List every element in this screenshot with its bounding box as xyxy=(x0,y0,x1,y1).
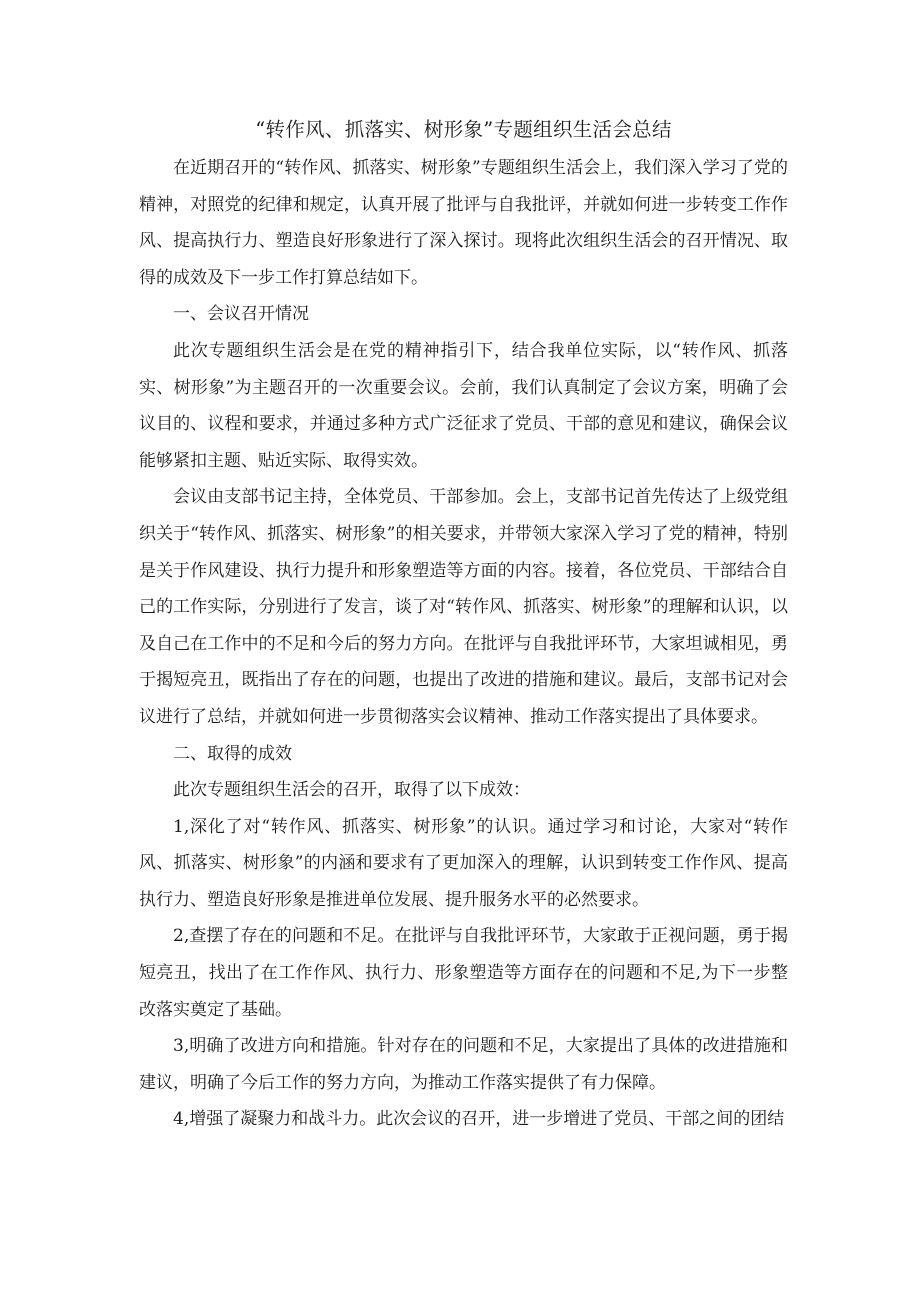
list-item-result-3: 3,明确了改进方向和措施。针对存在的问题和不足，大家提出了具体的改进措施和建议，明确了今后工作的努力方向，为推动工作落实提供了有力保障。 xyxy=(139,1036,788,1093)
list-item-result-4: 4,增强了凝聚力和战斗力。此次会议的召开，进一步增进了党员、干部之间的团结 xyxy=(173,1109,785,1130)
document-title: “转作风、抓落实、树形象”专题组织生活会总结 xyxy=(255,118,672,141)
paragraph-intro: 在近期召开的“转作风、抓落实、树形象”专题组织生活会上，我们深入学习了党的精神，对照党的纪律和规定，认真开展了批评与自我批评，并就如何进一步转变工作作风、提高执行力、塑造良好形象进行了深入探讨。现将此次组织生活会的召开情况、取得的成效及下一步工作打算总结如下。 xyxy=(139,158,788,288)
list-item-result-1: 1,深化了对“转作风、抓落实、树形象”的认识。通过学习和讨论，大家对“转作风、抓落实、树形象”的内涵和要求有了更加深入的理解，认识到转变工作作风、提高执行力、塑造良好形象是推进单位发展、提升服务水平的必然要求。 xyxy=(139,816,788,910)
section-heading-results: 二、取得的成效 xyxy=(173,743,292,764)
list-item-result-2: 2,查摆了存在的问题和不足。在批评与自我批评环节，大家敢于正视问题，勇于揭短亮丑，找出了在工作作风、执行力、形象塑造等方面存在的问题和不足,为下一步整改落实奠定了基础。 xyxy=(139,926,788,1020)
paragraph-meeting-prep: 此次专题组织生活会是在党的精神指引下，结合我单位实际，以“转作风、抓落实、树形象”为主题召开的一次重要会议。会前，我们认真制定了会议方案，明确了会议目的、议程和要求，并通过多种方式广泛征求了党员、干部的意见和建议，确保会议能够紧扣主题、贴近实际、取得实效。 xyxy=(139,340,788,471)
paragraph-results-intro: 此次专题组织生活会的召开，取得了以下成效： xyxy=(173,780,530,801)
paragraph-meeting-process: 会议由支部书记主持，全体党员、干部参加。会上，支部书记首先传达了上级党组织关于“转作风、抓落实、树形象”的相关要求，并带领大家深入学习了党的精神，特别是关于作风建设、执行力提升和形象塑造等方面的内容。接着，各位党员、干部结合自己的工作实际，分别进行了发言，谈了对“转作风、抓落实、树形象”的理解和认识，以及自己在工作中的不足和今后的努力方向。在批评与自我批评环节，大家坦诚相见，勇于揭短亮丑，既指出了存在的问题，也提出了改进的措施和建议。最后，支部书记对会议进行了总结，并就如何进一步贯彻落实会议精神、推动工作落实提出了具体要求。 xyxy=(139,487,788,727)
section-heading-meeting: 一、会议召开情况 xyxy=(173,304,309,325)
